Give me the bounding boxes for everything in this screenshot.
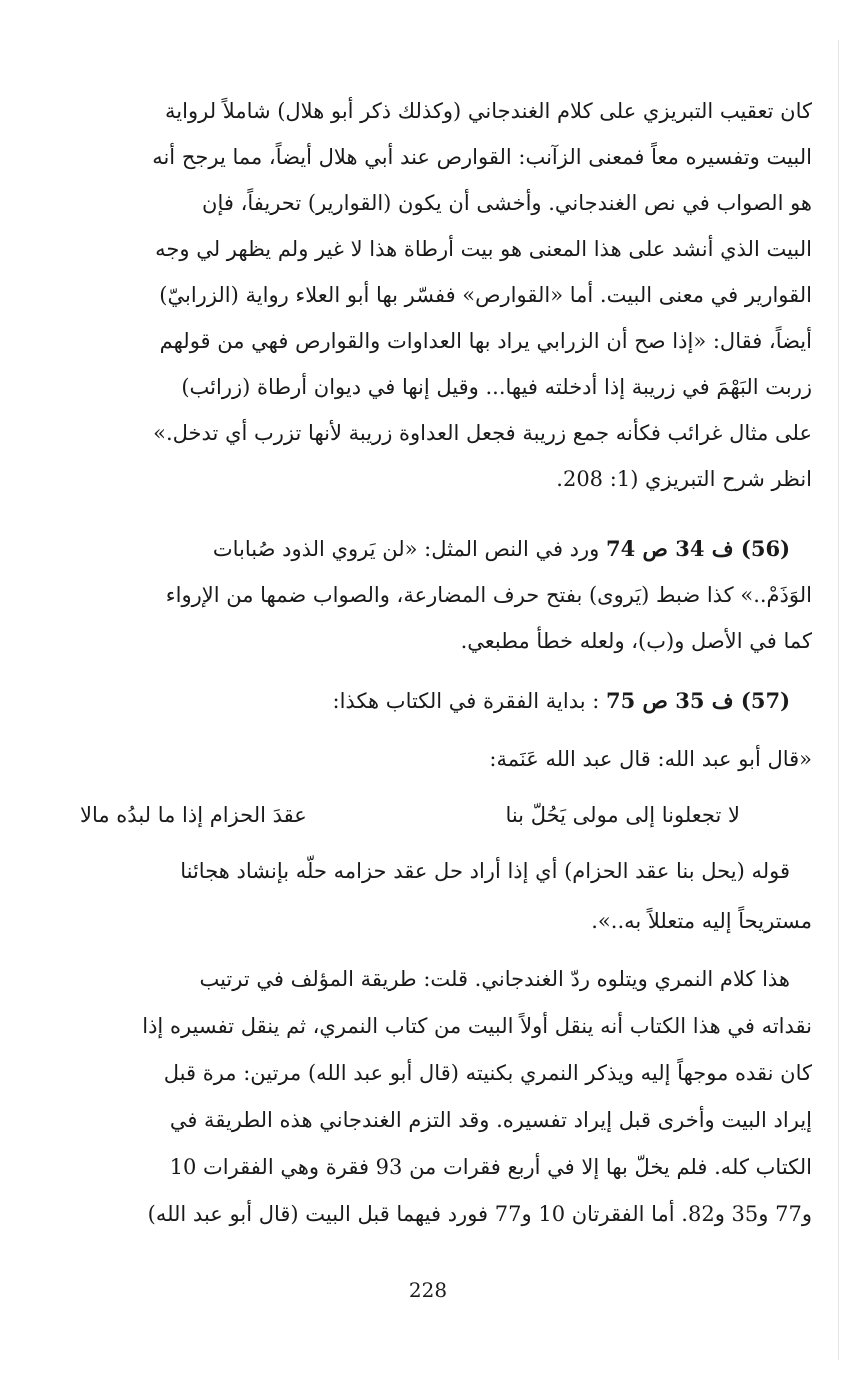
text-line: و77 و35 و82. أما الفقرتان 10 و77 فورد فيهما قبل البيت (قال أبو عبد الله) <box>147 1202 812 1226</box>
paragraph-method <box>40 956 812 1238</box>
quote-intro <box>40 736 812 782</box>
text-line: البيت الذي أنشد على هذا المعنى هو بيت أرطاة هذا لا غير ولم يظهر لي وجه <box>155 237 812 261</box>
page-number: 228 <box>408 1278 448 1302</box>
text-line: مستريحاً إليه متعللاً به..». <box>591 909 812 933</box>
text-line: نقداته في هذا الكتاب أنه ينقل أولاً البيت من كتاب النمري، ثم ينقل تفسيره إذا <box>142 1014 812 1038</box>
note-57 <box>40 678 812 724</box>
note-56 <box>40 526 812 664</box>
note-57-line <box>40 678 812 724</box>
text-line: الوَذَمْ..» كذا ضبط (يَروى) بفتح حرف المضارعة، والصواب ضمها من الإرواء <box>165 583 812 607</box>
text-line: أيضاً، فقال: «إذا صح أن الزرابي يراد بها العداوات والقوارص فهي من قولهم <box>159 329 812 353</box>
text-line: على مثال غرائب فكأنه جمع زريبة فجعل العداوة زريبة لأنها تزرب أي تدخل.» <box>153 421 812 445</box>
text-line: هو الصواب في نص الغندجاني. وأخشى أن يكون (القوارير) تحريفاً، فإن <box>202 191 812 215</box>
note-56-text: ورد في النص المثل: «لن يَروي الذود صُبابات <box>212 537 600 561</box>
poetry-verse <box>80 790 740 840</box>
text-line: زربت البَهْمَ في زريبة إذا أدخلته فيها... وقيل إنها في ديوان أرطاة (زرائب) <box>181 375 812 399</box>
note-57-reference: (57) ف 35 ص 75 <box>606 688 790 713</box>
note-57-text: : بداية الفقرة في الكتاب هكذا: <box>332 689 600 713</box>
text-line: قوله (يحل بنا عقد الحزام) أي إذا أراد حل عقد حزامه حلّه بإنشاد هجائنا <box>180 859 790 883</box>
text-line: الكتاب كله. فلم يخلّ بها إلا في أربع فقرات من 93 فقرة وهي الفقرات 10 <box>169 1155 812 1179</box>
text-line: كان تعقيب التبريزي على كلام الغندجاني (وكذلك ذكر أبو هلال) شاملاً لرواية <box>165 99 812 123</box>
scan-margin-line <box>838 40 839 1360</box>
note-56-first-line <box>40 526 812 572</box>
text-line: إيراد البيت وأخرى قبل إيراد تفسيره. وقد التزم الغندجاني هذه الطريقة في <box>169 1108 812 1132</box>
quote-intro-line: «قال أبو عبد الله: قال عبد الله عَنَمة: <box>489 747 812 771</box>
text-line: البيت وتفسيره معاً فمعنى الزآنب: القوارص عند أبي هلال أيضاً، مما يرجح أنه <box>152 145 812 169</box>
text-line: هذا كلام النمري ويتلوه ردّ الغندجاني. قلت: طريقة المؤلف في ترتيب <box>199 967 790 991</box>
text-line: كان نقده موجهاً إليه ويذكر النمري بكنيته (قال أبو عبد الله) مرتين: مرة قبل <box>163 1061 812 1085</box>
verse-second-hemistich: عقدَ الحزام إذا ما لبدُه مالا <box>80 803 307 827</box>
text-line: كما في الأصل و(ب)، ولعله خطأ مطبعي. <box>460 629 812 653</box>
note-56-reference: (56) ف 34 ص 74 <box>606 536 790 561</box>
verse-first-hemistich: لا تجعلونا إلى مولى يَحُلّ بنا <box>505 803 740 827</box>
text-line: القوارير في معنى البيت. أما «القوارص» ففسّر بها أبو العلاء رواية (الزرابيّ) <box>159 283 812 307</box>
paragraph-tabrizi-commentary <box>40 88 812 502</box>
text-line: انظر شرح التبريزي (1: 208. <box>556 467 812 491</box>
verse-explanation <box>40 846 812 946</box>
